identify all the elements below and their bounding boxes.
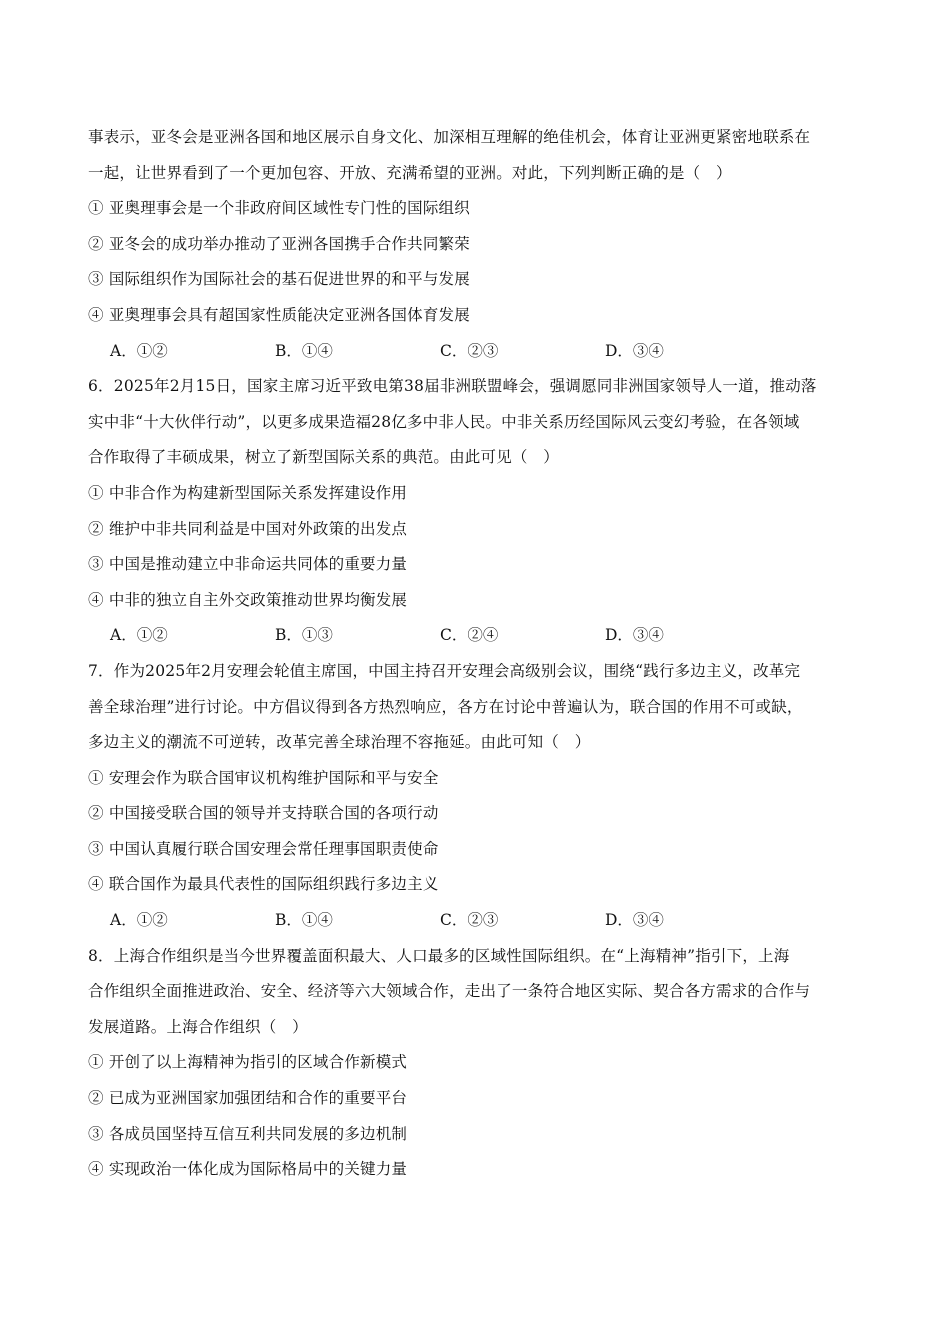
statement-1: ① 安理会作为联合国审议机构维护国际和平与安全 — [88, 768, 439, 787]
statement-3: ③ 中国是推动建立中非命运共同体的重要力量 — [88, 555, 408, 574]
option-a: A．①② — [110, 341, 168, 360]
statement-1: ① 亚奥理事会是一个非政府间区域性专门性的国际组织 — [88, 199, 470, 218]
question-6 — [88, 369, 868, 654]
statement-4: ④ 实现政治一体化成为国际格局中的关键力量 — [88, 1160, 408, 1179]
question-stem-line: 实中非“十大伙伴行动”，以更多成果造福28亿多中非人民。中非关系历经国际风云变幻考验，在各领域 — [88, 412, 800, 431]
option-c: C．②③ — [440, 911, 499, 930]
option-c: C．②④ — [440, 626, 499, 645]
option-b: B．①④ — [275, 341, 333, 360]
question-stem-line: 7．作为2025年2月安理会轮值主席国，中国主持召开安理会高级别会议，围绕“践行多边主义，改革完 — [88, 661, 801, 680]
statement-4: ④ 中非的独立自主外交政策推动世界均衡发展 — [88, 590, 408, 609]
question-stem-line: 多边主义的潮流不可逆转，改革完善全球治理不容拖延。由此可知（ ） — [88, 733, 591, 752]
option-d: D．③④ — [605, 911, 664, 930]
option-b: B．①④ — [275, 911, 333, 930]
question-stem-line: 6．2025年2月15日，国家主席习近平致电第38届非洲联盟峰会，强调愿同非洲国家领导人一道，推动落 — [88, 377, 817, 396]
statement-2: ② 中国接受联合国的领导并支持联合国的各项行动 — [88, 804, 439, 823]
option-d: D．③④ — [605, 341, 664, 360]
statement-2: ② 维护中非共同利益是中国对外政策的出发点 — [88, 519, 408, 538]
statement-1: ① 中非合作为构建新型国际关系发挥建设作用 — [88, 483, 408, 502]
statement-4: ④ 联合国作为最具代表性的国际组织践行多边主义 — [88, 875, 439, 894]
option-a: A．①② — [110, 626, 168, 645]
option-b: B．①③ — [275, 626, 333, 645]
statement-3: ③ 国际组织作为国际社会的基石促进世界的和平与发展 — [88, 270, 470, 289]
statement-3: ③ 中国认真履行联合国安理会常任理事国职责使命 — [88, 839, 439, 858]
page-content — [88, 120, 868, 1188]
question-stem-line: 善全球治理”进行讨论。中方倡议得到各方热烈响应，各方在讨论中普遍认为，联合国的作用不可或缺， — [88, 697, 803, 716]
question-stem-line: 发展道路。上海合作组织（ ） — [88, 1017, 308, 1036]
option-c: C．②③ — [440, 341, 499, 360]
option-a: A．①② — [110, 911, 168, 930]
answer-options — [88, 903, 868, 939]
question-stem-line: 一起，让世界看到了一个更加包容、开放、充满希望的亚洲。对此，下列判断正确的是（ ） — [88, 163, 732, 182]
question-stem-line: 事表示，亚冬会是亚洲各国和地区展示自身文化、加深相互理解的绝佳机会，体育让亚洲更紧密地联系在 — [88, 128, 811, 146]
statement-1: ① 开创了以上海精神为指引的区域合作新模式 — [88, 1053, 408, 1072]
statement-2: ② 已成为亚洲国家加强团结和合作的重要平台 — [88, 1089, 408, 1108]
question-stem-line: 合作取得了丰硕成果，树立了新型国际关系的典范。由此可见（ ） — [88, 448, 560, 467]
answer-options — [88, 334, 868, 370]
question-8 — [88, 939, 868, 1188]
statement-3: ③ 各成员国坚持互信互利共同发展的多边机制 — [88, 1124, 408, 1143]
option-d: D．③④ — [605, 626, 664, 645]
statement-2: ② 亚冬会的成功举办推动了亚洲各国携手合作共同繁荣 — [88, 234, 470, 253]
question-7 — [88, 654, 868, 939]
answer-options — [88, 618, 868, 654]
question-stem-line: 合作组织全面推进政治、安全、经济等六大领域合作，走出了一条符合地区实际、契合各方需求的合作与 — [88, 982, 811, 1001]
question-5-continued — [88, 120, 868, 369]
statement-4: ④ 亚奥理事会具有超国家性质能决定亚洲各国体育发展 — [88, 305, 470, 324]
question-stem-line: 8．上海合作组织是当今世界覆盖面积最大、人口最多的区域性国际组织。在“上海精神”指引下，上海 — [88, 946, 790, 965]
